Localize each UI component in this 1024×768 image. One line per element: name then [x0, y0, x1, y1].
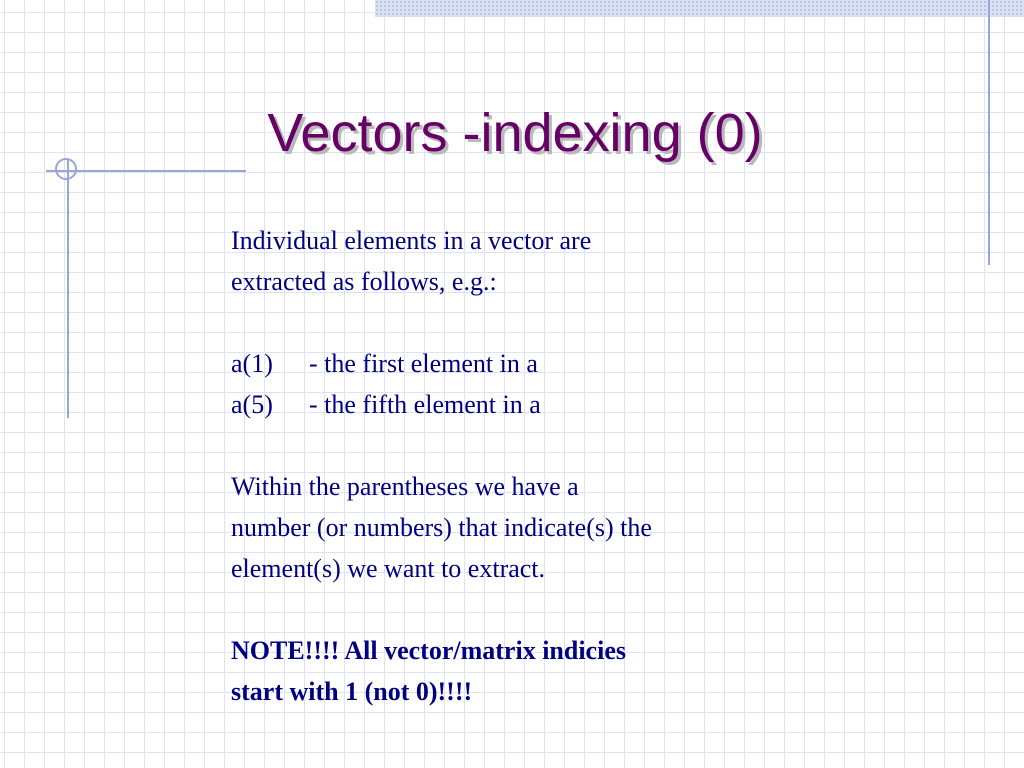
- example-description: - the fifth element in a: [309, 390, 541, 419]
- intro-line: extracted as follows, e.g.:: [231, 267, 497, 296]
- slide-body: [231, 220, 811, 712]
- spacer: [231, 425, 811, 466]
- example-row: [231, 343, 811, 384]
- note-line: NOTE!!!! All vector/matrix indicies: [231, 636, 626, 665]
- explanation-line: element(s) we want to extract.: [231, 554, 546, 583]
- example-description: - the first element in a: [309, 349, 538, 378]
- example-index: a(5): [231, 390, 273, 419]
- example-row: [231, 384, 811, 425]
- explanation-line: Within the parentheses we have a: [231, 472, 579, 501]
- header-band-decoration: [375, 0, 1024, 17]
- decorative-vertical-line-right: [988, 0, 990, 265]
- spacer: [231, 302, 811, 343]
- decorative-circle: [55, 158, 77, 180]
- intro-line: Individual elements in a vector are: [231, 226, 592, 255]
- note-line: start with 1 (not 0)!!!!: [231, 677, 473, 706]
- explanation-line: number (or numbers) that indicate(s) the: [231, 513, 652, 542]
- decorative-vertical-line-left: [67, 160, 69, 418]
- example-index: a(1): [231, 349, 273, 378]
- slide-title: Vectors -indexing (0): [267, 103, 763, 163]
- spacer: [231, 589, 811, 630]
